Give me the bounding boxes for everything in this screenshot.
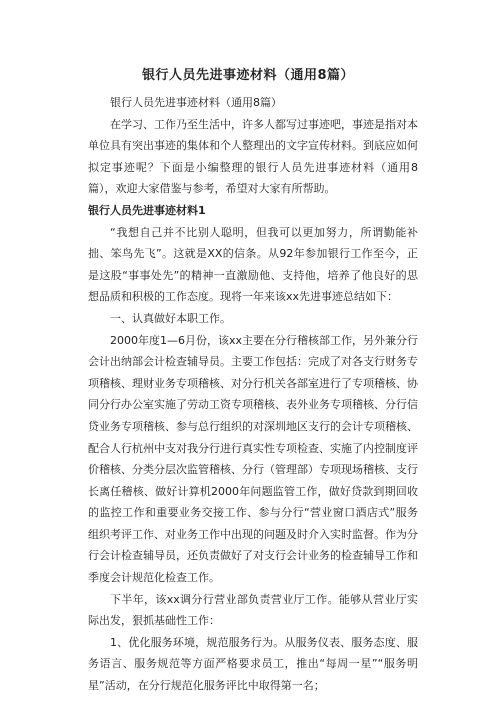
body-paragraph: 2000年度1—6月份，该xx主要在分行稽核部工作，另外兼分行会计出纳部会计检查辅导员。主要工作包括：完成了对各支行财务专项稽核、理财业务专项稽核、对分行机关各部室进行了专项稽核、协同分行办公室实施了劳动工资专项稽核、表外业务专项稽核、分行信贷业务专项稽核、参与总行组织的对深圳地区支行的会计专项稽核、配合人行杭州中支对我分行进行真实性专项检查、实施了内控制度评价稽核、分类分层次监管稽核、分行（管理部）专项现场稽核、支行长离任稽核、做好计算机2000年问题监管工作，做好贷款到期回收的监控工作和重要业务交接工作、参与分行“营业窗口酒店式”服务组织考评工作、对业务工作中出现的问题及时介入实时监督。作为分行会计检查辅导员，还负责做好了对支行会计业务的检查辅导工作和季度会计规范化检查工作。 (88, 333, 419, 585)
intro-paragraph: 在学习、工作乃至生活中，许多人都写过事迹吧，事迹是指对本单位具有突出事迹的集体和个人整理出的文字宣传材料。到底应如何拟定事迹呢？下面是小编整理的银行人员先进事迹材料（通用8篇），欢迎大家借鉴与参考，希望对大家有所帮助。 (88, 117, 418, 196)
section-heading: 银行人员先进事迹材料1 (88, 203, 206, 217)
body-paragraph: 1、优化服务环境，规范服务行为。从服务仪表、服务态度、服务语言、服务规范等方面严格要求员工，推出“每周一星”“服务明星”活动，在分行规范化服务评比中取得第一名； (88, 635, 418, 693)
body-paragraph: 下半年，该xx调分行营业部负责营业厅工作。能够从营业厅实际出发，狠抓基础性工作： (88, 592, 418, 628)
subheading-paragraph: 一、认真做好本职工作。 (110, 311, 231, 325)
document-body (88, 92, 418, 697)
document-title: 银行人员先进事迹材料（通用8篇） (141, 68, 355, 83)
subtitle-paragraph: 银行人员先进事迹材料（通用8篇） (110, 96, 282, 109)
body-paragraph: “我想自己并不比别人聪明，但我可以更加努力，所谓勤能补拙、笨鸟先飞”。这就是XX的信条。从92年参加银行工作至今，正是这股“事事处先”的精神一直激励他、支持他，培养了他良好的思想品质和积极的工作态度。现将一年来该xx先进事迹总结如下： (88, 225, 418, 304)
